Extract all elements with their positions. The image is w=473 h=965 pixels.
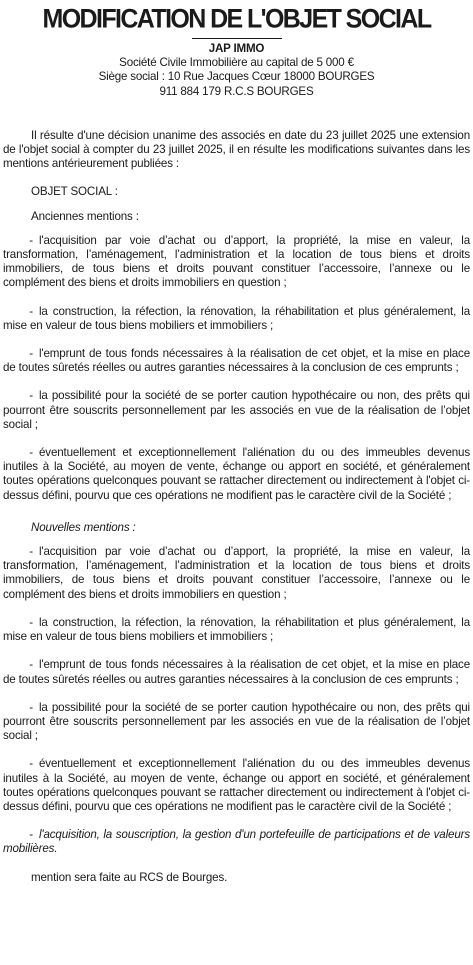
dash-bullet: - (29, 446, 33, 460)
list-item-text: éventuellement et exceptionnellement l'aliénation du ou des immeubles devenus inutiles à la Société, au moyen de vente, échange ou apport en société, et généralement toutes opérations quelconques pouvant se rattacher directement ou indirectement à l'objet ci-dessus défini, pourvu que ces opérations ne modifient pas le caractère civil de la Société ; (3, 757, 470, 813)
section-label: OBJET SOCIAL : (31, 185, 118, 199)
list-item-text: l'emprunt de tous fonds nécessaires à la réalisation de cet objet, et la mise en place de toutes sûretés réelles ou autres garanties nécessaires à la conclusion de ces emprunts ; (3, 658, 470, 686)
company-address: Siège social : 10 Rue Jacques Cœur 18000 BOURGES (98, 70, 375, 84)
notice-body (3, 129, 470, 885)
list-item (3, 658, 470, 686)
list-item (3, 446, 470, 503)
dash-bullet: - (29, 347, 33, 361)
company-name: JAP IMMO (208, 42, 265, 55)
list-item (3, 389, 470, 432)
list-item-text: l'acquisition par voie d’achat ou d’apport, la propriété, la mise en valeur, la transformation, l’aménagement, l’administration et la location de tous biens et droits immobiliers, de tous biens et droits pouvant constituer l’accessoire, l’annexe ou le complément des biens et droits immobiliers en question ; (3, 233, 470, 290)
company-registration: 911 884 179 R.C.S BOURGES (159, 84, 314, 98)
list-item (3, 234, 470, 291)
list-item-text: l'emprunt de tous fonds nécessaires à la réalisation de cet objet, et la mise en place de toutes sûretés réelles ou autres garanties nécessaires à la conclusion de ces emprunts ; (3, 347, 470, 375)
company-capital: Société Civile Immobilière au capital de 5 000 € (119, 56, 354, 70)
list-item-text: la possibilité pour la société de se porter caution hypothécaire ou non, des prêts qui pourront être souscrits personnellement par les associés en vue de la réalisation de l’objet social ; (3, 389, 470, 431)
list-item-text: la possibilité pour la société de se porter caution hypothécaire ou non, des prêts qui pourront être souscrits personnellement par les associés en vue de la réalisation de l’objet social ; (3, 700, 470, 743)
old-mentions-list (3, 234, 470, 503)
dash-bullet: - (29, 700, 33, 714)
closing-line: mention sera faite au RCS de Bourges. (31, 870, 228, 884)
list-item (3, 545, 470, 602)
dash-bullet: - (29, 658, 33, 672)
list-item (3, 757, 470, 814)
list-item-text: l'acquisition par voie d’achat ou d’apport, la propriété, la mise en valeur, la transformation, l’aménagement, l’administration et la location de tous biens et droits immobiliers, de tous biens et droits pouvant constituer l’accessoire, l’annexe ou le complément des biens et droits immobiliers en question ; (3, 545, 470, 601)
company-header (3, 42, 470, 99)
dash-bullet: - (29, 615, 33, 629)
page-title: MODIFICATION DE L'OBJET SOCIAL (42, 3, 431, 35)
list-item-text: éventuellement et exceptionnellement l'aliénation du ou des immeubles devenus inutiles à la Société, au moyen de vente, échange ou apport en société, et généralement toutes opérations quelconques pouvant se rattacher directement ou indirectement à l'objet ci-dessus défini, pourvu que ces opérations ne modifient pas le caractère civil de la Société ; (3, 446, 470, 502)
list-item-text: l'acquisition, la souscription, la gestion d'un portefeuille de participations et de valeurs mobilières. (3, 828, 470, 856)
new-mentions-list (3, 545, 470, 856)
dash-bullet: - (29, 828, 33, 842)
list-item (3, 347, 470, 375)
title-divider (192, 38, 282, 39)
dash-bullet: - (29, 304, 33, 318)
list-item-text: la construction, la réfection, la rénovation, la réhabilitation et plus généralement, la mise en valeur de tous biens mobiliers et immobiliers ; (3, 304, 470, 332)
dash-bullet: - (29, 545, 33, 559)
dash-bullet: - (29, 389, 33, 403)
dash-bullet: - (29, 757, 33, 771)
old-mentions-label: Anciennes mentions : (31, 209, 139, 223)
new-mentions-label: Nouvelles mentions : (31, 520, 136, 534)
list-item (3, 616, 470, 644)
list-item-text: la construction, la réfection, la rénovation, la réhabilitation et plus généralement, la mise en valeur de tous biens mobiliers et immobiliers ; (3, 615, 470, 644)
intro-paragraph: Il résulte d'une décision unanime des associés en date du 23 juillet 2025 une extension de l'objet social à compter du 23 juillet 2025, il en résulte les modifications suivantes dans les mentions antérieurement publiées : (3, 128, 470, 171)
list-item (3, 305, 470, 333)
list-item (3, 701, 470, 744)
dash-bullet: - (29, 233, 33, 247)
list-item (3, 828, 470, 856)
